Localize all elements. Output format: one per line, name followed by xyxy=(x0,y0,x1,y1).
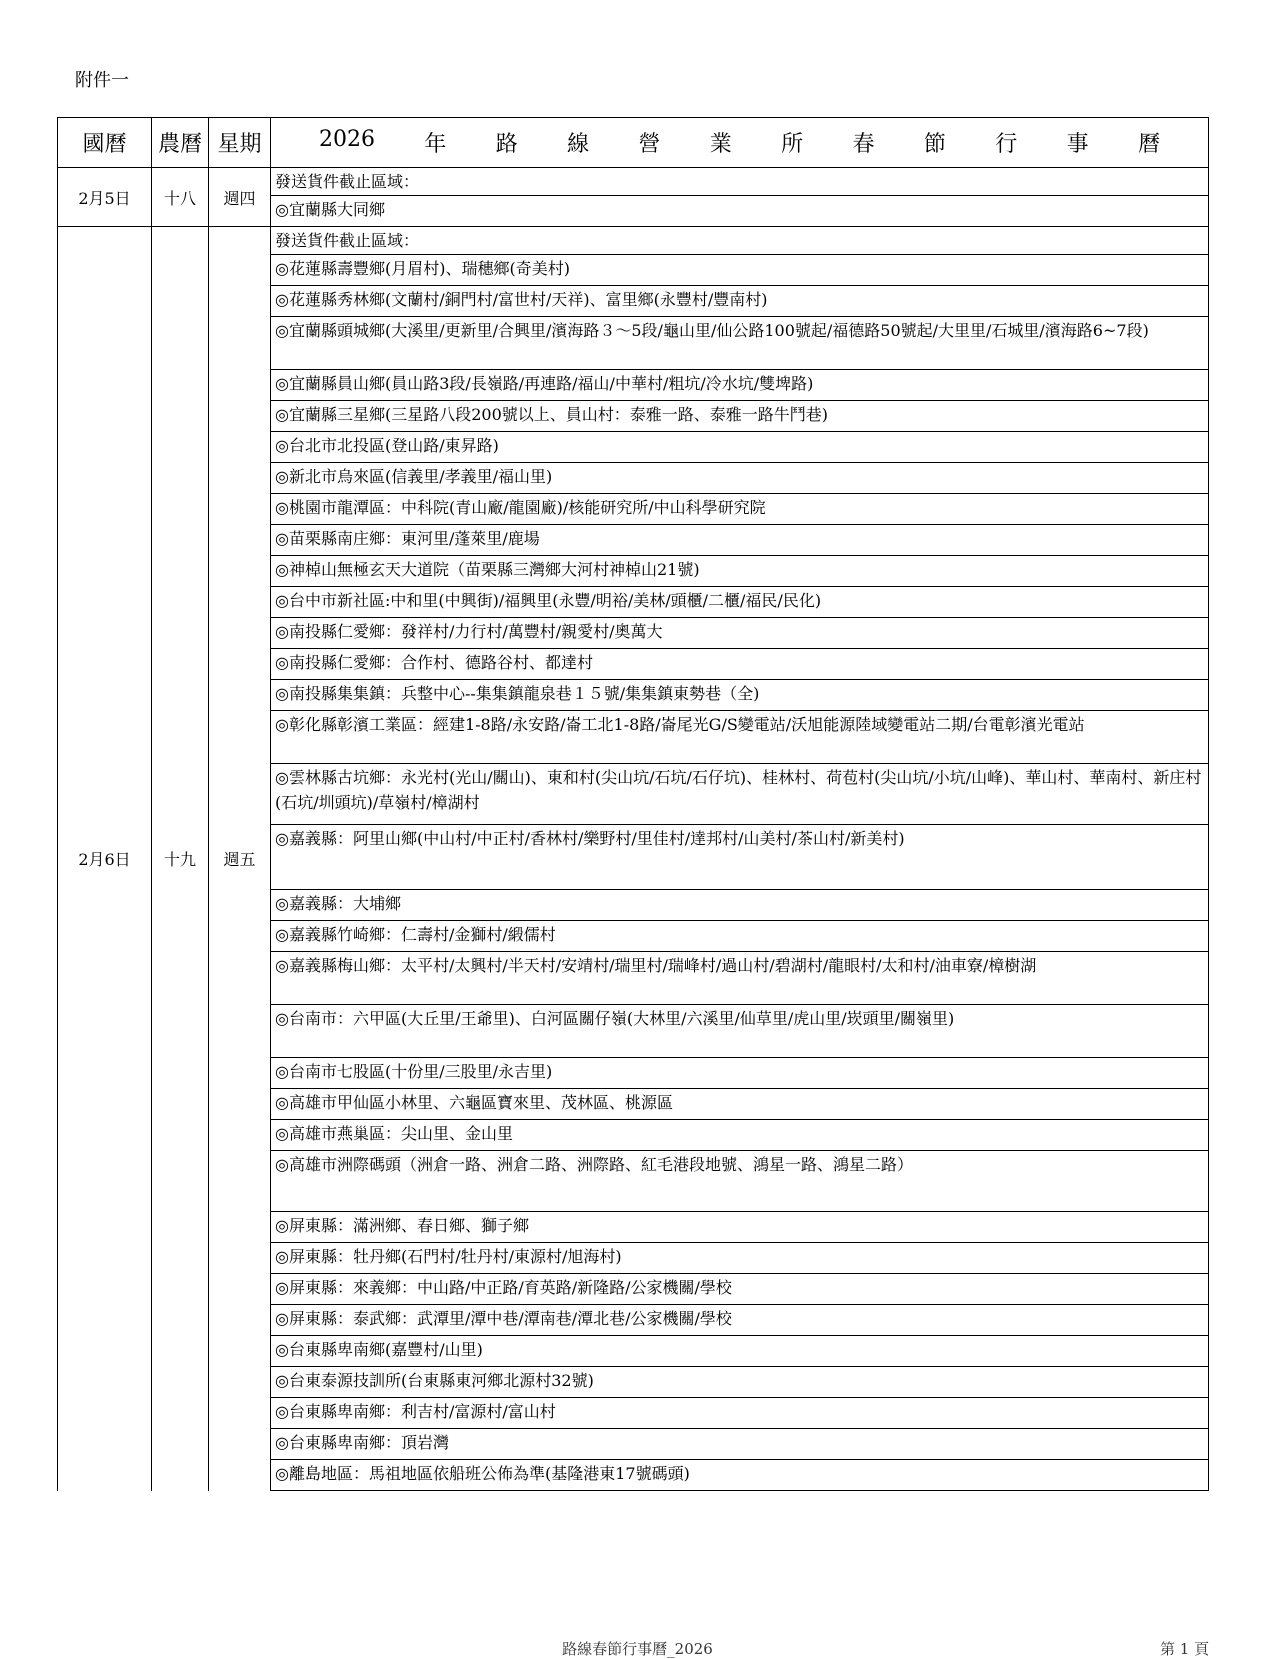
calendar-table xyxy=(57,117,1209,1491)
area-item: ◎嘉義縣：阿里山鄉(中山村/中正村/香林村/樂野村/里佳村/達邦村/山美村/茶山村/新美村) xyxy=(271,825,1209,890)
title-part: 業 xyxy=(709,132,732,157)
area-item: ◎桃園市龍潭區：中科院(青山廠/龍園廠)/核能研究所/中山科學研究院 xyxy=(271,494,1209,525)
table-row xyxy=(58,227,1209,255)
area-item: ◎宜蘭縣三星鄉(三星路八段200號以上、員山村：泰雅一路、泰雅一路牛鬥巷) xyxy=(271,401,1209,432)
weekday: 週四 xyxy=(209,168,271,227)
area-item: ◎嘉義縣梅山鄉：太平村/太興村/半天村/安靖村/瑞里村/瑞峰村/過山村/碧湖村/龍眼村/太和村/油車寮/樟樹湖 xyxy=(271,952,1209,1005)
area-item: ◎屏東縣：泰武鄉：武潭里/潭中巷/潭南巷/潭北巷/公家機關/學校 xyxy=(271,1305,1209,1336)
section-heading: 發送貨件截止區域： xyxy=(271,227,1209,255)
area-item: ◎宜蘭縣頭城鄉(大溪里/更新里/合興里/濱海路３～5段/龜山里/仙公路100號起/福德路50號起/大里里/石城里/濱海路6~7段) xyxy=(271,317,1209,370)
lunar-date: 十八 xyxy=(152,168,209,227)
title-part: 所 xyxy=(781,132,804,157)
attachment-label: 附件一 xyxy=(75,70,129,91)
area-item: ◎花蓮縣壽豐鄉(月眉村)、瑞穗鄉(奇美村) xyxy=(271,255,1209,286)
title-part: 曆 xyxy=(1137,132,1160,157)
title-part: 營 xyxy=(638,132,661,157)
section-heading: 發送貨件截止區域： xyxy=(271,168,1209,196)
area-item: ◎台東縣卑南鄉(嘉豐村/山里) xyxy=(271,1336,1209,1367)
area-item: ◎台南市七股區(十份里/三股里/永吉里) xyxy=(271,1058,1209,1089)
title-part: 春 xyxy=(852,132,875,157)
area-item: ◎南投縣仁愛鄉：合作村、德路谷村、都達村 xyxy=(271,649,1209,680)
area-item: ◎花蓮縣秀林鄉(文蘭村/銅門村/富世村/天祥)、富里鄉(永豐村/豐南村) xyxy=(271,286,1209,317)
area-item: ◎雲林縣古坑鄉：永光村(光山/關山)、東和村(尖山坑/石坑/石仔坑)、桂林村、荷苞村(尖山坑/小坑/山峰)、華山村、華南村、新庄村(石坑/圳頭坑)/草嶺村/樟湖村 xyxy=(271,764,1209,825)
area-item: ◎台東縣卑南鄉：利吉村/富源村/富山村 xyxy=(271,1398,1209,1429)
gregorian-date: 2月5日 xyxy=(58,168,152,227)
header-lunar: 農曆 xyxy=(152,118,209,168)
title-part: 事 xyxy=(1066,132,1089,157)
area-item: ◎宜蘭縣員山鄉(員山路3段/長嶺路/再連路/福山/中華村/粗坑/冷水坑/雙埤路) xyxy=(271,370,1209,401)
area-item: ◎屏東縣：牡丹鄉(石門村/牡丹村/東源村/旭海村) xyxy=(271,1243,1209,1274)
area-item: ◎高雄市燕巢區：尖山里、金山里 xyxy=(271,1120,1209,1151)
area-item: ◎台東泰源技訓所(台東縣東河鄉北源村32號) xyxy=(271,1367,1209,1398)
area-item: ◎屏東縣：滿洲鄉、春日鄉、獅子鄉 xyxy=(271,1212,1209,1243)
area-item: ◎神棹山無極玄天大道院（苗栗縣三灣鄉大河村神棹山21號) xyxy=(271,556,1209,587)
title-part: 行 xyxy=(995,132,1018,157)
gregorian-date: 2月6日 xyxy=(58,227,152,1491)
area-item: ◎南投縣集集鎮：兵整中心--集集鎮龍泉巷１５號/集集鎮東勢巷（全) xyxy=(271,680,1209,711)
area-item: ◎高雄市甲仙區小林里、六龜區寶來里、茂林區、桃源區 xyxy=(271,1089,1209,1120)
area-item: ◎台東縣卑南鄉：頂岩灣 xyxy=(271,1429,1209,1460)
table-title xyxy=(271,118,1209,168)
title-part: 路 xyxy=(495,132,518,157)
weekday: 週五 xyxy=(209,227,271,1491)
area-item: ◎台南市：六甲區(大丘里/王爺里)、白河區關仔嶺(大林里/六溪里/仙草里/虎山里/崁頭里/關嶺里) xyxy=(271,1005,1209,1058)
lunar-date: 十九 xyxy=(152,227,209,1491)
area-item: ◎高雄市洲際碼頭（洲倉一路、洲倉二路、洲際路、紅毛港段地號、鴻星一路、鴻星二路） xyxy=(271,1151,1209,1212)
area-item: ◎屏東縣：來義鄉：中山路/中正路/育英路/新隆路/公家機關/學校 xyxy=(271,1274,1209,1305)
title-part: 節 xyxy=(923,132,946,157)
title-part: 線 xyxy=(567,132,590,157)
header-row xyxy=(58,118,1209,168)
area-item: ◎彰化縣彰濱工業區：經建1-8路/永安路/崙工北1-8路/崙尾光G/S變電站/沃旭能源陸域變電站二期/台電彰濱光電站 xyxy=(271,711,1209,764)
area-item: ◎嘉義縣竹崎鄉：仁壽村/金獅村/緞儒村 xyxy=(271,921,1209,952)
area-item: ◎台中市新社區:中和里(中興街)/福興里(永豐/明裕/美林/頭櫃/二櫃/福民/民化) xyxy=(271,587,1209,618)
table-row xyxy=(58,168,1209,196)
area-item: ◎苗栗縣南庄鄉：東河里/蓬萊里/鹿場 xyxy=(271,525,1209,556)
area-item: ◎台北市北投區(登山路/東昇路) xyxy=(271,432,1209,463)
footer-title: 路線春節行事曆_2026 xyxy=(562,1640,713,1658)
header-gregorian: 國曆 xyxy=(58,118,152,168)
page-number: 第 1 頁 xyxy=(1160,1640,1210,1658)
header-weekday: 星期 xyxy=(209,118,271,168)
area-item: ◎宜蘭縣大同鄉 xyxy=(271,196,1209,227)
title-part: 2026 xyxy=(319,127,375,152)
area-item: ◎嘉義縣：大埔鄉 xyxy=(271,890,1209,921)
area-item: ◎南投縣仁愛鄉：發祥村/力行村/萬豐村/親愛村/奧萬大 xyxy=(271,618,1209,649)
area-item: ◎離島地區：馬祖地區依船班公佈為準(基隆港東17號碼頭) xyxy=(271,1460,1209,1491)
area-item: ◎新北市烏來區(信義里/孝義里/福山里) xyxy=(271,463,1209,494)
title-part: 年 xyxy=(424,132,447,157)
